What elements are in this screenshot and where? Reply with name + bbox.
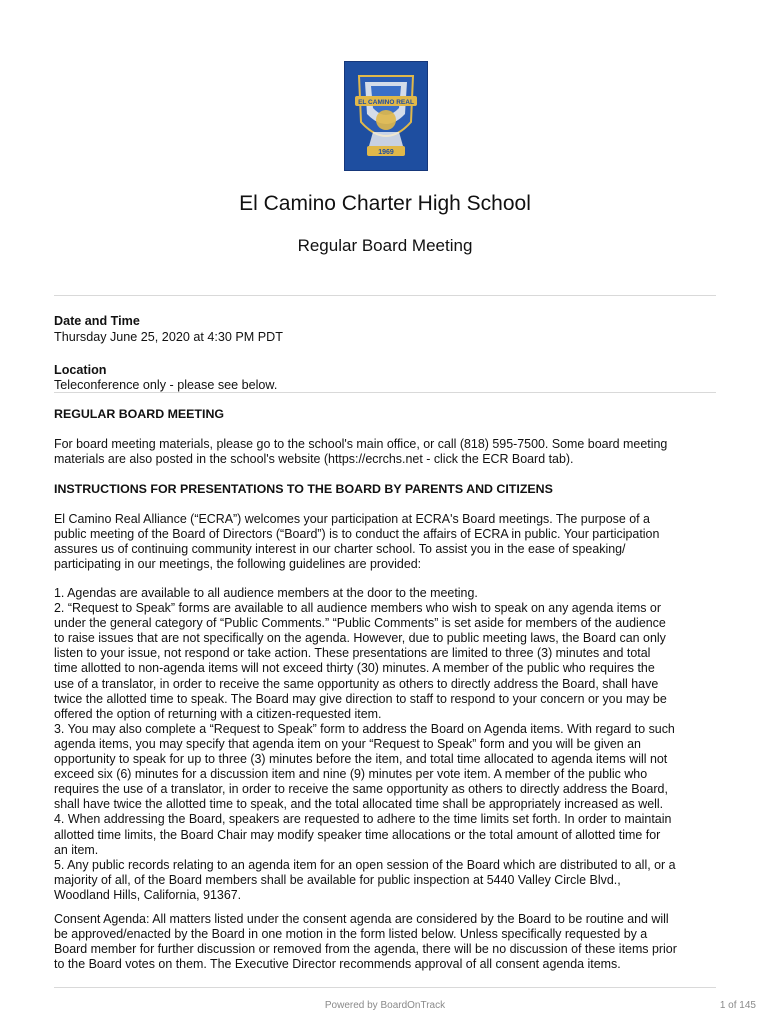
- rule-line: allotted time limits, the Board Chair may modify speaker time allocations or the total amount of allotted time for: [54, 827, 661, 842]
- page-subtitle: Regular Board Meeting: [297, 236, 473, 255]
- rule-line: an item.: [54, 842, 99, 857]
- page-number: 1 of 145: [719, 1000, 756, 1011]
- crest-banner-text: EL CAMINO REAL: [358, 99, 414, 106]
- crest-year-text: 1969: [378, 149, 394, 156]
- rule-line: majority of all, of the Board members shall be available for public inspection at 5440 Valley Circle Blvd.,: [54, 872, 621, 887]
- divider: [54, 392, 716, 393]
- location-label: Location: [54, 363, 107, 377]
- date-value: Thursday June 25, 2020 at 4:30 PM PDT: [54, 330, 283, 344]
- rules-list: [54, 586, 718, 903]
- rule-line: under the general category of “Public Comments.” “Public Comments” is set aside for members of the audience: [54, 616, 666, 631]
- paragraph-line: assures us of continuing community interest in our charter school. To assist you in the ease of speaking/: [54, 542, 626, 557]
- powered-by-text: Powered by BoardOnTrack: [324, 1000, 446, 1011]
- rule-line: use of a translator, in order to receive the same opportunity as others to directly address the Board, shall have: [54, 676, 659, 691]
- location-value: Teleconference only - please see below.: [54, 378, 278, 392]
- paragraph-line: to the Board votes on them. The Executive Director recommends approval of all consent agenda items.: [54, 957, 621, 972]
- rule-line: offered the option of returning with a citizen-requested item.: [54, 706, 382, 721]
- rule-line: 3. You may also complete a “Request to Speak” form to address the Board on Agenda items. With regard to such: [54, 721, 675, 736]
- materials-paragraph: [54, 437, 718, 467]
- regular-meeting-heading: REGULAR BOARD MEETING: [54, 407, 225, 421]
- welcome-paragraph: [54, 512, 718, 572]
- rule-line: 4. When addressing the Board, speakers are requested to adhere to the time limits set forth. In order to maintain: [54, 812, 672, 827]
- rule-line: agenda items, you may specify that agenda item on your “Request to Speak” form and you will be given an: [54, 736, 641, 751]
- rule-line: listen to your issue, not respond or take action. These presentations are limited to three (3) minutes and total: [54, 646, 651, 661]
- date-label: Date and Time: [54, 314, 140, 328]
- rule-line: twice the allotted time to speak. The Board may give direction to staff to respond to your concern or you may be: [54, 691, 667, 706]
- school-crest-logo: [344, 61, 428, 171]
- rule-line: opportunity to speak for up to three (3) minutes before the item, and total time allocated to agenda items will not: [54, 752, 668, 767]
- instructions-heading: INSTRUCTIONS FOR PRESENTATIONS TO THE BOARD BY PARENTS AND CITIZENS: [54, 482, 553, 496]
- divider: [54, 295, 716, 296]
- footer-divider: [54, 987, 716, 988]
- rule-line: to raise issues that are not specifically on the agenda. However, due to public meeting laws, the Board can only: [54, 631, 666, 646]
- rule-line: 2. “Request to Speak” forms are available to all audience members who wish to speak on any agenda items or: [54, 601, 661, 616]
- consent-agenda-paragraph: [54, 912, 718, 972]
- crest-icon: [345, 62, 427, 170]
- rule-line: requires the use of a translator, in order to receive the same opportunity as others to directly address the Board,: [54, 782, 668, 797]
- paragraph-line: Consent Agenda: All matters listed under the consent agenda are considered by the Board to be routine and will: [54, 912, 669, 926]
- rule-line: exceed six (6) minutes for a discussion item and nine (9) minutes per vote item. A member of the public who: [54, 767, 648, 782]
- paragraph-line: public meeting of the Board of Directors (“Board”) is to conduct the affairs of ECRA in public. Your participation: [54, 527, 660, 542]
- rule-line: 5. Any public records relating to an agenda item for an open session of the Board which are distributed to all, or a: [54, 857, 676, 872]
- rule-line: time allotted to non-agenda items will not exceed thirty (30) minutes. A member of the public who requires the: [54, 661, 655, 676]
- paragraph-line: Board member for further discussion or removed from the agenda, there will be no discussion of these items prior: [54, 942, 677, 957]
- rule-line: shall have twice the allotted time to speak, and the total allocated time shall be appropriately increased as well.: [54, 797, 664, 812]
- paragraph-line: El Camino Real Alliance (“ECRA”) welcomes your participation at ECRA's Board meetings. The purpose of a: [54, 512, 650, 526]
- paragraph-line: participating in our meetings, the following guidelines are provided:: [54, 557, 422, 572]
- rule-line: Woodland Hills, California, 91367.: [54, 887, 242, 902]
- page-title: El Camino Charter High School: [239, 192, 531, 215]
- paragraph-line: For board meeting materials, please go to the school's main office, or call (818) 595-7500. Some board meeting: [54, 437, 668, 451]
- paragraph-line: materials are also posted in the school's website (https://ecrchs.net - click the ECR Board tab).: [54, 452, 574, 467]
- rule-line: 1. Agendas are available to all audience members at the door to the meeting.: [54, 586, 478, 600]
- paragraph-line: be approved/enacted by the Board in one motion in the form listed below. Unless specifically requested by a: [54, 927, 648, 942]
